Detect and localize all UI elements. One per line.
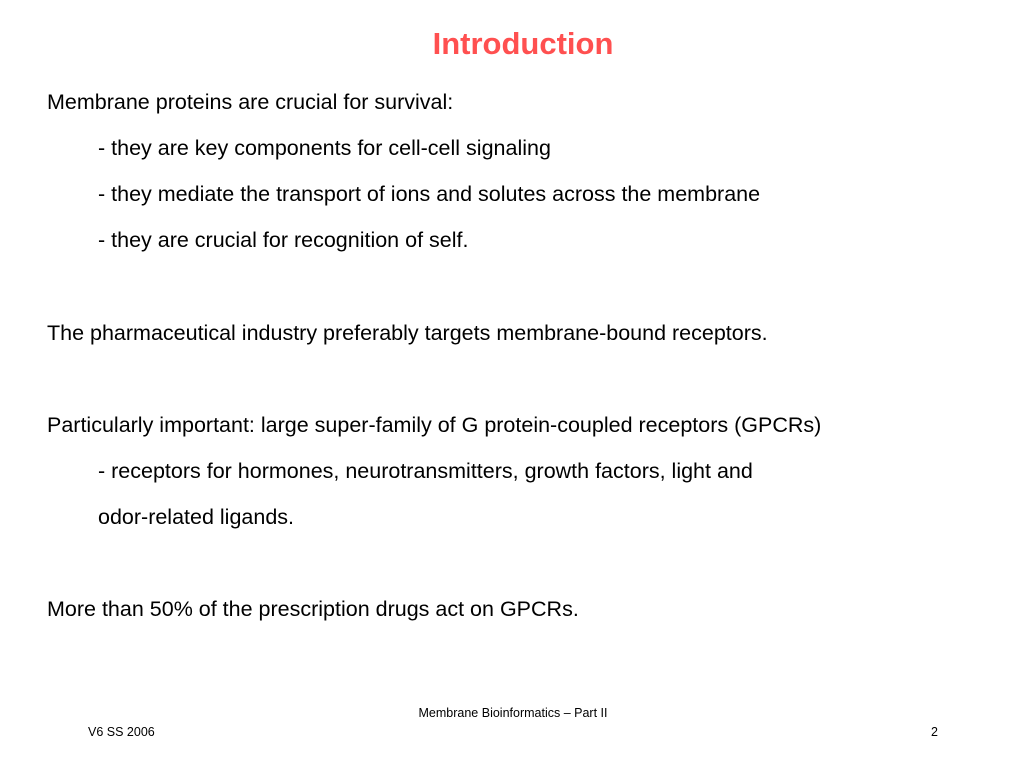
body-bullet-signaling: - they are key components for cell-cell signaling <box>98 136 551 160</box>
footer-session: V6 SS 2006 <box>88 725 155 739</box>
body-bullet-receptors: - receptors for hormones, neurotransmitters, growth factors, light and <box>98 459 753 483</box>
body-line-gpcrs: Particularly important: large super-family of G protein-coupled receptors (GPCRs) <box>47 413 822 437</box>
footer-course-title: Membrane Bioinformatics – Part II <box>418 706 608 720</box>
body-line-drugs: More than 50% of the prescription drugs act on GPCRs. <box>47 597 579 621</box>
body-line-pharma: The pharmaceutical industry preferably targets membrane-bound receptors. <box>47 321 768 345</box>
body-bullet-receptors-cont: odor-related ligands. <box>98 505 295 529</box>
footer-page-number: 2 <box>931 725 938 739</box>
body-bullet-transport: - they mediate the transport of ions and solutes across the membrane <box>98 182 761 206</box>
body-line-survival: Membrane proteins are crucial for survival: <box>47 90 454 114</box>
body-bullet-recognition: - they are crucial for recognition of self. <box>98 228 469 252</box>
slide-title: Introduction <box>432 26 614 61</box>
